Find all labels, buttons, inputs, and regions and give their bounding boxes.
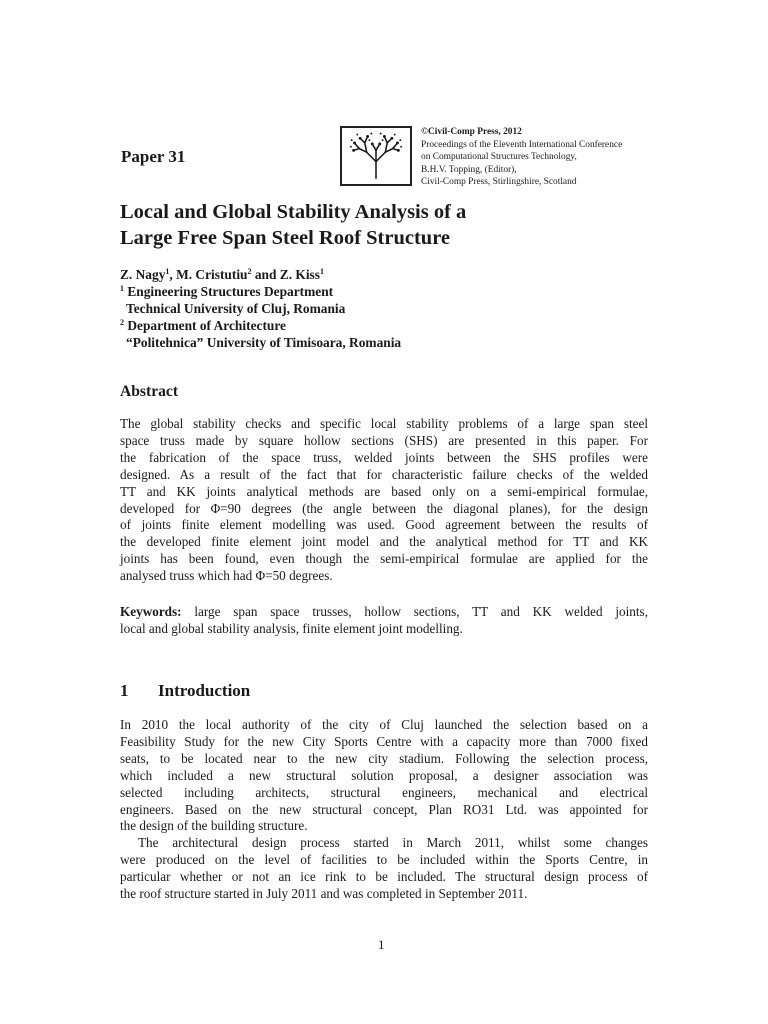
- intro-line: engineers. Based on the new structural concept, Plan RO31 Ltd. was appointed for: [120, 801, 648, 817]
- intro-line: which included a new structural solution proposal, a designer association was: [120, 767, 648, 783]
- abstract-line: joints has been found, even though the semi-empirical formulae are applied for the: [120, 551, 648, 567]
- introduction-heading: [120, 681, 250, 701]
- keywords-paragraph: [120, 604, 648, 638]
- abstract-line: designed. As a result of the fact that for characteristic failure checks of the welded: [120, 466, 648, 482]
- intro-line: Feasibility Study for the new City Sports Centre with a capacity more than 7000 fixed: [120, 733, 648, 749]
- affiliation-2-university: “Politehnica” University of Timisoara, Romania: [126, 335, 402, 350]
- affiliation-2-dept-text: Department of Architecture: [124, 318, 287, 333]
- affiliation-1-dept-text: Engineering Structures Department: [124, 284, 334, 299]
- press-copyright: ©Civil-Comp Press, 2012: [421, 127, 522, 137]
- section-number: 1: [120, 681, 129, 700]
- affiliation-2-dept: [120, 317, 401, 334]
- author-kiss-sup: 1: [319, 267, 324, 276]
- section-title: Introduction: [158, 681, 251, 700]
- abstract-heading: Abstract: [120, 383, 179, 400]
- intro-line: the design of the building structure.: [120, 818, 308, 834]
- abstract-line: analysed truss which had Φ=50 degrees.: [120, 568, 333, 584]
- title-line-1: Local and Global Stability Analysis of a: [120, 201, 467, 223]
- abstract-line: of joints finite element modelling was used. Good agreement between the results of: [120, 517, 648, 533]
- abstract-line: The global stability checks and specific local stability problems of a large span steel: [120, 416, 648, 431]
- keywords-line-1: [120, 604, 648, 621]
- author-cristutiu: , M. Cristutiu: [169, 267, 248, 282]
- intro-line: were produced on the level of facilities to be included within the Sports Centre, in: [120, 851, 648, 867]
- affiliation-1-sup: 1: [120, 284, 124, 293]
- abstract-line: developed for Φ=90 degrees (the angle between the diagonal planes), for the design: [120, 500, 648, 516]
- intro-line: In 2010 the local authority of the city of Cluj launched the selection based on a: [120, 717, 648, 732]
- intro-line: particular whether or not an ice rink to be included. The structural design process of: [120, 868, 648, 884]
- intro-line: The architectural design process started in March 2011, whilst some changes: [138, 835, 648, 850]
- keywords-text-1: large span space trusses, hollow sections, TT and KK welded joints,: [181, 604, 648, 619]
- author-names: [120, 266, 401, 283]
- tree-logo-graphic: [342, 128, 410, 184]
- introduction-paragraph-2: [120, 835, 648, 903]
- press-publisher: Civil-Comp Press, Stirlingshire, Scotland: [421, 177, 577, 188]
- introduction-paragraph-1: [120, 717, 648, 835]
- press-info: [421, 126, 671, 189]
- affiliation-2-sup: 2: [120, 318, 124, 327]
- press-proceedings: Proceedings of the Eleventh International Conference: [421, 139, 623, 150]
- paper-label: Paper 31: [121, 147, 186, 166]
- tree-logo-icon: [340, 126, 412, 186]
- intro-line: the roof structure started in July 2011 and was completed in September 2011.: [120, 885, 528, 901]
- author-nagy-sup: 1: [165, 267, 170, 276]
- author-cristutiu-sup: 2: [247, 267, 252, 276]
- paper-title: [120, 199, 466, 251]
- affiliation-1-university: Technical University of Cluj, Romania: [126, 301, 346, 316]
- abstract-paragraph: [120, 416, 648, 585]
- intro-line: selected including architects, structural engineers, mechanical and electrical: [120, 784, 648, 800]
- title-line-2: Large Free Span Steel Roof Structure: [120, 227, 451, 249]
- press-conference: on Computational Structures Technology,: [421, 152, 577, 163]
- abstract-line: the fabrication of the space truss, welded joints between the SHS profiles were: [120, 449, 648, 465]
- page-number: 1: [378, 937, 385, 952]
- press-editor: B.H.V. Topping, (Editor),: [421, 164, 517, 175]
- affiliation-1-dept: [120, 283, 401, 300]
- abstract-line: space truss made by square hollow sections (SHS) are presented in this paper. For: [120, 432, 648, 448]
- authors-block: [120, 266, 401, 351]
- keywords-label: Keywords:: [120, 604, 182, 619]
- author-nagy: Z. Nagy: [120, 267, 166, 282]
- author-kiss: and Z. Kiss: [251, 267, 320, 282]
- abstract-line: the developed finite element joint model and the analytical method for TT and KK: [120, 534, 648, 550]
- abstract-line: TT and KK joints analytical methods are based only on a semi-empirical formulae,: [120, 483, 648, 499]
- keywords-line-2: local and global stability analysis, finite element joint modelling.: [120, 620, 463, 636]
- intro-line: seats, to be located near to the new city stadium. Following the selection process,: [120, 750, 648, 766]
